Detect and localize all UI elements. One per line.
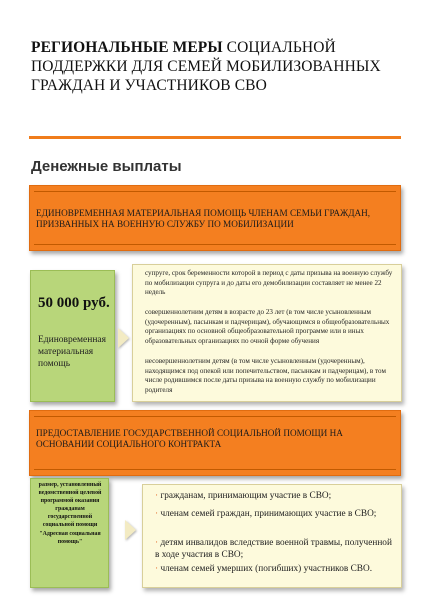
arrow-right-icon <box>118 328 129 348</box>
section-heading: Денежные выплаты <box>31 158 182 175</box>
recipients-box <box>142 484 402 588</box>
page-title-bold: РЕГИОНАЛЬНЫЕ МЕРЫ <box>31 39 223 56</box>
recipient-item <box>155 538 395 561</box>
benefit-2-header <box>29 410 401 476</box>
amount-value: 50 000 руб. <box>38 295 110 311</box>
recipient-text: членам семей умерших (погибших) участников СВО. <box>160 564 373 574</box>
bullet-icon: · <box>155 509 159 519</box>
condition-item: совершеннолетним детям в возрасте до 23 лет (в том числе усыновленным (удочеренным), пасынкам и падчерицам), обучающимся в общеобразовательных организациях по основной общеобразовательной программе или в иных образовательных организациях по очной форме обучения <box>145 308 390 346</box>
arrow-right-icon <box>125 520 136 540</box>
condition-item: супруге, срок беременности которой в период с даты призыва на военную службу по мобилизации супруга и до даты его демобилизации составляет не менее 22 недель <box>145 269 393 297</box>
page-title <box>31 38 401 95</box>
amount-description: Единовременная материальная помощь <box>38 335 106 369</box>
benefit-2-title: ПРЕДОСТАВЛЕНИЕ ГОСУДАРСТВЕННОЙ СОЦИАЛЬНОЙ ПОМОЩИ НА ОСНОВАНИИ СОЦИАЛЬНОГО КОНТРАКТА <box>36 428 343 449</box>
benefit-1-header <box>29 185 401 251</box>
recipient-item <box>155 509 395 521</box>
bullet-icon: · <box>155 491 159 501</box>
benefit-1-title: ЕДИНОВРЕМЕННАЯ МАТЕРИАЛЬНАЯ ПОМОЩЬ ЧЛЕНАМ СЕМЬИ ГРАЖДАН, ПРИЗВАННЫХ НА ВОЕННУЮ СЛУЖБУ ПО МОБИЛИЗАЦИИ <box>36 208 371 229</box>
conditions-box <box>132 264 402 402</box>
title-divider <box>29 136 401 139</box>
amount-box <box>30 270 115 402</box>
page-title-rest: СОЦИАЛЬНОЙ ПОДДЕРЖКИ ДЛЯ СЕМЕЙ МОБИЛИЗОВАННЫХ ГРАЖДАН И УЧАСТНИКОВ СВО <box>31 39 381 94</box>
recipient-text: детям инвалидов вследствие военной травмы, полученной в ходе участия в СВО; <box>155 538 392 560</box>
bullet-icon: · <box>155 538 159 548</box>
recipient-text: гражданам, принимающим участие в СВО; <box>160 491 332 501</box>
recipient-item <box>155 491 395 503</box>
program-note-box <box>30 478 109 588</box>
bullet-icon: · <box>155 564 159 574</box>
condition-item: несовершеннолетним детям (в том числе усыновленным (удочеренным), находящимся под опекой или попечительством, пасынкам и падчерицам), в том числе родившимся после даты призыва на военную службу по мобилизации родителя <box>145 357 386 395</box>
recipient-text: членам семей граждан, принимающих участие в СВО; <box>160 509 377 519</box>
recipient-item <box>155 564 395 576</box>
program-note: размер, установленный ведомственной целевой программой оказания гражданам государственной социальной помощи "Адресная социальная помощь" <box>38 482 102 545</box>
